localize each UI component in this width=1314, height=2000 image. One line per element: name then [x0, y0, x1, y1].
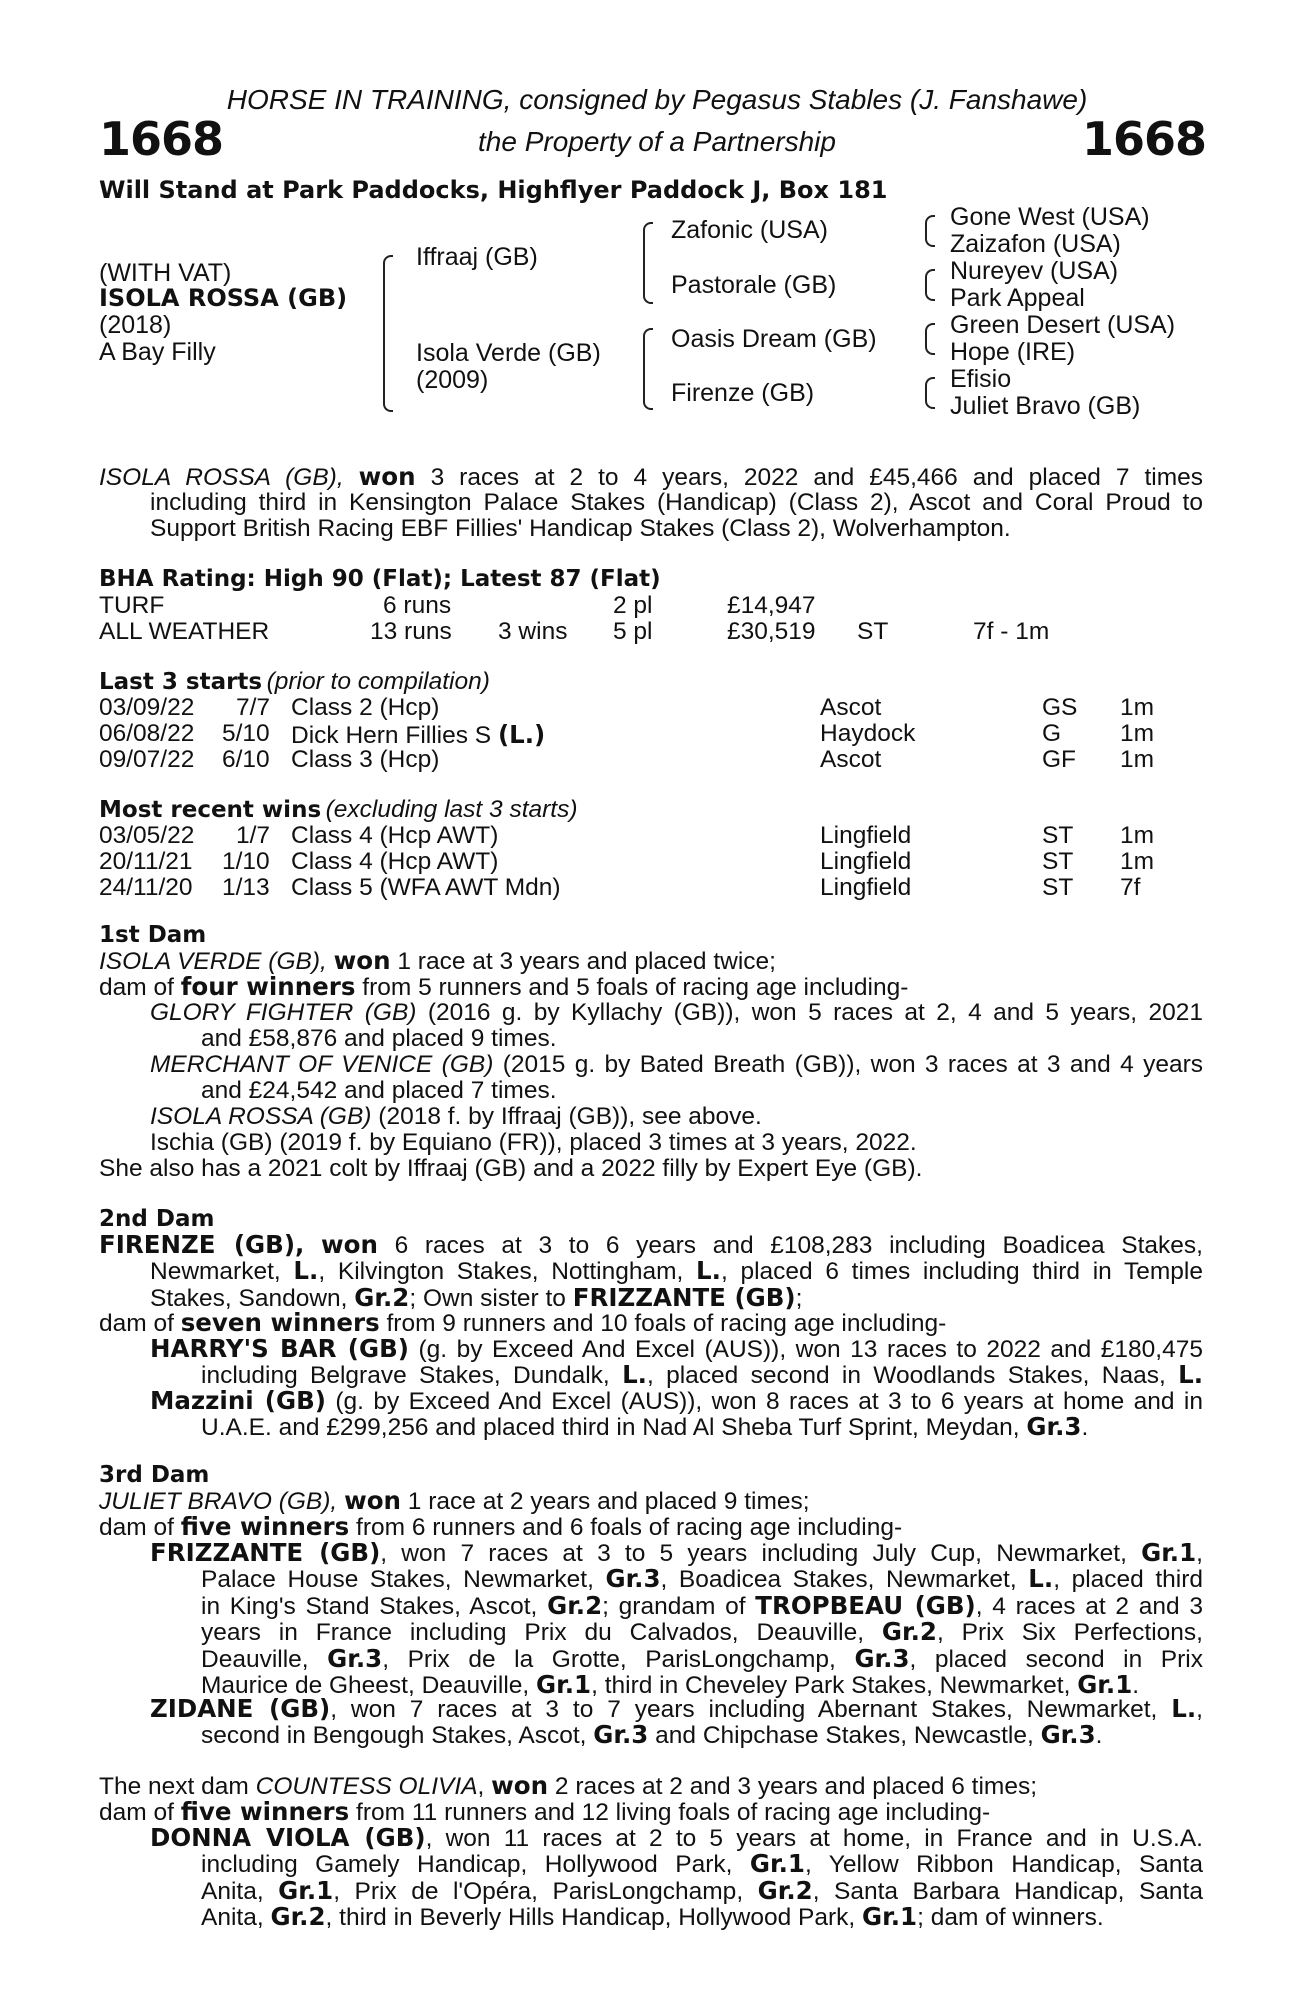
- progeny-record-cont: .: [1081, 1414, 1089, 1441]
- progeny-line: Ischia (GB) (2019 f. by Equiano (FR)), placed 3 times at 3 years, 2022.: [150, 1129, 917, 1156]
- sire-dam-dam: Park Appeal: [950, 284, 1085, 312]
- progeny-record-cont: and Chipchase Stakes, Newcastle,: [655, 1722, 1034, 1749]
- summary-text-2: including third in Kensington Palace Stakes (Handicap) (Class 2), Ascot and Coral Proud to: [150, 489, 1203, 516]
- next-dam-label: The next dam: [99, 1773, 249, 1800]
- dam2-text: Stakes, Sandown,: [150, 1284, 348, 1312]
- aw-pl: 5 pl: [613, 618, 653, 645]
- progeny-name: MERCHANT OF VENICE (GB): [150, 1051, 494, 1078]
- aw-prize: £30,519: [727, 618, 816, 645]
- grade-badge: Gr.3: [854, 1643, 910, 1673]
- recent-note: (excluding last 3 starts): [325, 796, 578, 823]
- recent-dist: 1m: [1120, 848, 1155, 875]
- property-line: the Property of a Partnership: [478, 126, 836, 157]
- progeny-name: GLORY FIGHTER (GB): [150, 999, 417, 1026]
- dam3-name: JULIET BRAVO (GB),: [99, 1488, 338, 1515]
- progeny-record-cont: years in France including Prix du Calvados, Deauville,: [201, 1619, 865, 1646]
- progeny-record-cont: Deauville,: [201, 1645, 309, 1673]
- turf-prize: £14,947: [727, 592, 816, 619]
- dam-sire-sire: Green Desert (USA): [950, 311, 1176, 339]
- grade-badge: Gr.3: [605, 1564, 661, 1593]
- aw-dist: 7f - 1m: [973, 618, 1050, 645]
- recent-race: Class 4 (Hcp AWT): [291, 822, 499, 849]
- horse-year: (2018): [99, 311, 172, 339]
- last3-pos: 6/10: [222, 746, 270, 773]
- grade-badge: L.: [1178, 1360, 1203, 1389]
- next-dam-damof: dam of: [99, 1799, 174, 1826]
- dam-sire-dam: Hope (IRE): [950, 338, 1076, 366]
- turf-pl: 2 pl: [613, 592, 653, 619]
- progeny-record-cont: , Prix de l'Opéra, ParisLongchamp,: [333, 1877, 744, 1905]
- progeny-record: (2018 f. by Iffraaj (GB)), see above.: [378, 1103, 762, 1130]
- grade-badge: Gr.1: [1077, 1670, 1133, 1699]
- progeny-record: (g. by Exceed And Excel (AUS)), won 8 races at 3 to 6 years at home and in: [335, 1388, 1203, 1415]
- progeny-record-cont: .: [1132, 1672, 1140, 1699]
- recent-course: Lingfield: [820, 822, 912, 849]
- last3-dist: 1m: [1120, 694, 1155, 721]
- last3-date: 06/08/22: [99, 720, 195, 747]
- progeny-record-cont: , Santa Barbara Handicap, Santa: [812, 1877, 1203, 1905]
- dam3-title: 3rd Dam: [99, 1462, 210, 1488]
- dam3-damof: dam of: [99, 1514, 174, 1541]
- dam-sire: Oasis Dream (GB): [671, 325, 877, 353]
- last3-race: Class 3 (Hcp): [291, 746, 440, 773]
- dam1-damof: dam of: [99, 974, 174, 1001]
- last3-course: Ascot: [820, 746, 882, 773]
- brace-sire: [643, 222, 653, 304]
- progeny-record-cont: , placed second in Prix: [909, 1645, 1203, 1673]
- dam1-won: won: [333, 946, 391, 975]
- grade-badge: Gr.2: [354, 1282, 410, 1312]
- last3-race: Dick Hern Fillies S: [291, 722, 498, 749]
- progeny-name: FRIZZANTE (GB): [150, 1538, 381, 1567]
- recent-pos: 1/13: [222, 874, 270, 901]
- progeny-record-cont: , third in Beverly Hills Handicap, Hollywood Park,: [325, 1904, 856, 1931]
- consignor-line: HORSE IN TRAINING, consigned by Pegasus Stables (J. Fanshawe): [226, 84, 1088, 115]
- progeny-record-cont: including Gamely Handicap, Hollywood Park,: [201, 1851, 733, 1878]
- dam1-winners: four winners: [180, 972, 356, 1001]
- progeny-record-cont: and £24,542 and placed 7 times.: [201, 1077, 557, 1104]
- recent-course: Lingfield: [820, 874, 912, 901]
- progeny-record-cont: , placed third: [1053, 1566, 1204, 1593]
- last3-date: 03/09/22: [99, 694, 195, 721]
- aw-runs: 13 runs: [370, 618, 452, 645]
- dam-year: (2009): [416, 366, 489, 394]
- progeny-record-cont: .: [1095, 1722, 1103, 1749]
- progeny-name: ISOLA ROSSA (GB): [150, 1103, 372, 1130]
- recent-going: ST: [1042, 874, 1074, 901]
- dam: Isola Verde (GB): [416, 339, 601, 367]
- last3-race: Class 2 (Hcp): [291, 694, 440, 721]
- progeny-name: ZIDANE (GB): [150, 1694, 331, 1723]
- turf-runs: 6 runs: [383, 592, 452, 619]
- grade-badge: Gr.3: [1040, 1720, 1096, 1749]
- rating-title: BHA Rating: High 90 (Flat); Latest 87 (Flat): [99, 566, 661, 592]
- sire: Iffraaj (GB): [416, 243, 538, 271]
- sire-dam: Pastorale (GB): [671, 271, 837, 299]
- progeny-record-cont: including Belgrave Stakes, Dundalk,: [201, 1362, 610, 1389]
- dam2-text: , placed 6 times including third in Temple: [720, 1258, 1204, 1285]
- progeny-record: (2016 g. by Kyllachy (GB)), won 5 races at 2, 4 and 5 years, 2021: [427, 999, 1204, 1026]
- brace-ds: [925, 323, 935, 355]
- sire-sire-dam: Zaizafon (USA): [950, 230, 1121, 258]
- dam2-damof: dam of: [99, 1310, 174, 1337]
- progeny-record-cont: Anita,: [201, 1904, 264, 1931]
- next-dam-winners: five winners: [180, 1797, 350, 1826]
- recent-date: 20/11/21: [99, 848, 193, 875]
- last3-note: (prior to compilation): [266, 668, 490, 695]
- next-dam-record: 2 races at 2 and 3 years and placed 6 times;: [554, 1773, 1038, 1800]
- brace-ss: [925, 215, 935, 247]
- grade-badge: Gr.2: [547, 1590, 603, 1620]
- dam-dam-sire: Efisio: [950, 365, 1012, 393]
- dam-dam-dam: Juliet Bravo (GB): [950, 392, 1141, 420]
- last3-going: GF: [1042, 746, 1077, 773]
- dam1-record: 1 race at 3 years and placed twice;: [397, 948, 776, 975]
- grandprogeny-name: TROPBEAU (GB): [755, 1590, 976, 1620]
- recent-pos: 1/7: [236, 822, 271, 849]
- recent-race: Class 4 (Hcp AWT): [291, 848, 499, 875]
- grade-badge: Gr.3: [593, 1720, 649, 1749]
- dam2-text: ;: [795, 1284, 803, 1312]
- progeny-record-cont: in King's Stand Stakes, Ascot,: [201, 1592, 538, 1620]
- grade-badge: Gr.1: [278, 1875, 334, 1905]
- progeny-record: ,: [1196, 1540, 1203, 1567]
- grade-badge: Gr.1: [536, 1670, 592, 1699]
- recent-going: ST: [1042, 848, 1074, 875]
- progeny-record-cont: , Prix de la Grotte, ParisLongchamp,: [382, 1645, 836, 1673]
- last3-going: GS: [1042, 694, 1078, 721]
- progeny-record-cont: , third in Cheveley Park Stakes, Newmarket,: [591, 1672, 1071, 1699]
- dam2-won: won: [320, 1230, 378, 1259]
- aw-wins: 3 wins: [498, 618, 568, 645]
- dam3-won: won: [344, 1486, 401, 1515]
- dam1-also-has: She also has a 2021 colt by Iffraaj (GB) and a 2022 filly by Expert Eye (GB).: [99, 1155, 923, 1182]
- recent-dist: 7f: [1120, 874, 1141, 901]
- recent-pos: 1/10: [222, 848, 270, 875]
- summary-text-3: Support British Racing EBF Fillies' Handicap Stakes (Class 2), Wolverhampton.: [150, 514, 1011, 542]
- grade-badge: L.: [1028, 1564, 1054, 1593]
- recent-date: 24/11/20: [99, 874, 193, 901]
- progeny-record-cont: ; dam of winners.: [917, 1904, 1104, 1931]
- grade-badge: L.: [622, 1360, 647, 1389]
- sire-sire: Zafonic (USA): [671, 216, 828, 244]
- brace-dam: [643, 328, 653, 410]
- grade-badge: Gr.3: [1026, 1412, 1082, 1441]
- dam2-text: ; Own sister to: [409, 1284, 566, 1312]
- brace-gen1: [383, 255, 393, 412]
- dam3-winners: five winners: [180, 1512, 350, 1541]
- grade-badge: L.: [1171, 1694, 1197, 1723]
- recent-dist: 1m: [1120, 822, 1155, 849]
- progeny-record-cont: ; grandam of: [602, 1592, 746, 1620]
- last3-going: G: [1042, 720, 1062, 747]
- sister-name: FRIZZANTE (GB): [572, 1282, 796, 1312]
- progeny-record-cont: Palace House Stakes, Newmarket,: [201, 1566, 594, 1593]
- progeny-record: , won 7 races at 3 to 7 years including Abernant Stakes, Newmarket,: [330, 1696, 1158, 1723]
- grade-badge: L.: [293, 1256, 319, 1285]
- dam-dam: Firenze (GB): [671, 379, 815, 407]
- recent-date: 03/05/22: [99, 822, 195, 849]
- progeny-record: , won 11 races at 2 to 5 years at home, in France and in U.S.A.: [425, 1825, 1203, 1852]
- progeny-record-cont: second in Bengough Stakes, Ascot,: [201, 1722, 587, 1749]
- next-dam-won: won: [491, 1771, 549, 1800]
- lot-number-right: 1668: [1081, 112, 1206, 166]
- location-line: Will Stand at Park Paddocks, Highflyer Paddock J, Box 181: [99, 176, 888, 204]
- progeny-record-cont: , Boadicea Stakes, Newmarket,: [660, 1566, 1017, 1593]
- summary-won: won: [358, 462, 416, 491]
- progeny-name: Mazzini (GB): [150, 1386, 326, 1415]
- progeny-record-cont: , 4 races at 2 and 3: [975, 1592, 1203, 1620]
- progeny-record: ,: [1196, 1696, 1203, 1723]
- progeny-record: (g. by Exceed And Excel (AUS)), won 13 races to 2022 and £180,475: [418, 1336, 1203, 1363]
- grade-badge: Gr.2: [270, 1902, 326, 1931]
- progeny-record-cont: , placed second in Woodlands Stakes, Naas,: [646, 1362, 1166, 1389]
- recent-title: Most recent wins: [99, 797, 322, 823]
- next-dam-name: COUNTESS OLIVIA: [255, 1773, 478, 1800]
- next-dam-runners: from 11 runners and 12 living foals of racing age including-: [356, 1799, 991, 1826]
- grade-badge: Gr.3: [327, 1643, 383, 1673]
- grade-badge: Gr.2: [757, 1875, 813, 1905]
- grade-badge: Gr.1: [749, 1849, 805, 1878]
- dam2-title: 2nd Dam: [99, 1206, 215, 1232]
- turf-surface: TURF: [99, 592, 165, 619]
- dam2-text: , Kilvington Stakes, Nottingham,: [318, 1258, 684, 1285]
- aw-going: ST: [857, 618, 889, 645]
- progeny-record-cont: Anita,: [201, 1877, 264, 1905]
- dam1-name: ISOLA VERDE (GB),: [99, 948, 327, 975]
- next-dam-text: ,: [477, 1773, 485, 1800]
- vat-note: (WITH VAT): [99, 259, 232, 287]
- progeny-name: HARRY'S BAR (GB): [150, 1334, 409, 1363]
- recent-course: Lingfield: [820, 848, 912, 875]
- progeny-record: (2015 g. by Bated Breath (GB)), won 3 races at 3 and 4 years: [502, 1051, 1203, 1078]
- dam2-runners: from 9 runners and 10 foals of racing age including-: [386, 1310, 947, 1337]
- progeny-record-cont: , Yellow Ribbon Handicap, Santa: [804, 1851, 1203, 1878]
- listed-badge: (L.): [497, 720, 546, 749]
- summary-text-1: 3 races at 2 to 4 years, 2022 and £45,466 and placed 7 times: [430, 464, 1203, 491]
- last3-pos: 5/10: [222, 720, 270, 747]
- progeny-record-cont: Maurice de Gheest, Deauville,: [201, 1672, 530, 1699]
- dam2-winners: seven winners: [180, 1308, 380, 1337]
- progeny-record-cont: and £58,876 and placed 9 times.: [201, 1025, 557, 1052]
- dam3-runners: from 6 runners and 6 foals of racing age including-: [356, 1514, 903, 1541]
- sire-sire-sire: Gone West (USA): [950, 203, 1150, 231]
- aw-surface: ALL WEATHER: [99, 618, 270, 645]
- recent-going: ST: [1042, 822, 1074, 849]
- last3-pos: 7/7: [236, 694, 271, 721]
- grade-badge: Gr.2: [881, 1617, 937, 1646]
- last3-date: 09/07/22: [99, 746, 195, 773]
- horse-name: ISOLA ROSSA (GB): [99, 284, 348, 312]
- last3-title: Last 3 starts: [99, 669, 263, 695]
- progeny-record: , won 7 races at 3 to 5 years including July Cup, Newmarket,: [380, 1540, 1127, 1567]
- sire-dam-sire: Nureyev (USA): [950, 257, 1119, 285]
- recent-race: Class 5 (WFA AWT Mdn): [291, 874, 561, 901]
- progeny-name: DONNA VIOLA (GB): [150, 1823, 426, 1852]
- lot-number-left: 1668: [99, 112, 224, 166]
- horse-description: A Bay Filly: [99, 338, 216, 366]
- dam2-record: 6 races at 3 to 6 years and £108,283 including Boadicea Stakes,: [394, 1232, 1203, 1259]
- dam1-runners: from 5 runners and 5 foals of racing age including-: [362, 974, 909, 1001]
- last3-dist: 1m: [1120, 746, 1155, 773]
- dam3-record: 1 race at 2 years and placed 9 times;: [407, 1488, 810, 1515]
- grade-badge: Gr.1: [862, 1902, 918, 1931]
- dam1-title: 1st Dam: [99, 922, 207, 948]
- dam2-text: Newmarket,: [150, 1258, 281, 1285]
- dam2-name: FIRENZE (GB),: [99, 1230, 305, 1259]
- last3-dist: 1m: [1120, 720, 1155, 747]
- progeny-record-cont: U.A.E. and £299,256 and placed third in Nad Al Sheba Turf Sprint, Meydan,: [201, 1414, 1020, 1441]
- grade-badge: Gr.1: [1141, 1538, 1197, 1567]
- brace-dd: [925, 377, 935, 409]
- brace-sd: [925, 269, 935, 301]
- last3-course: Ascot: [820, 694, 882, 721]
- grade-badge: L.: [696, 1256, 721, 1285]
- last3-course: Haydock: [820, 720, 916, 747]
- summary-horse: ISOLA ROSSA (GB),: [99, 464, 344, 491]
- progeny-record-cont: , Prix Six Perfections,: [936, 1619, 1203, 1646]
